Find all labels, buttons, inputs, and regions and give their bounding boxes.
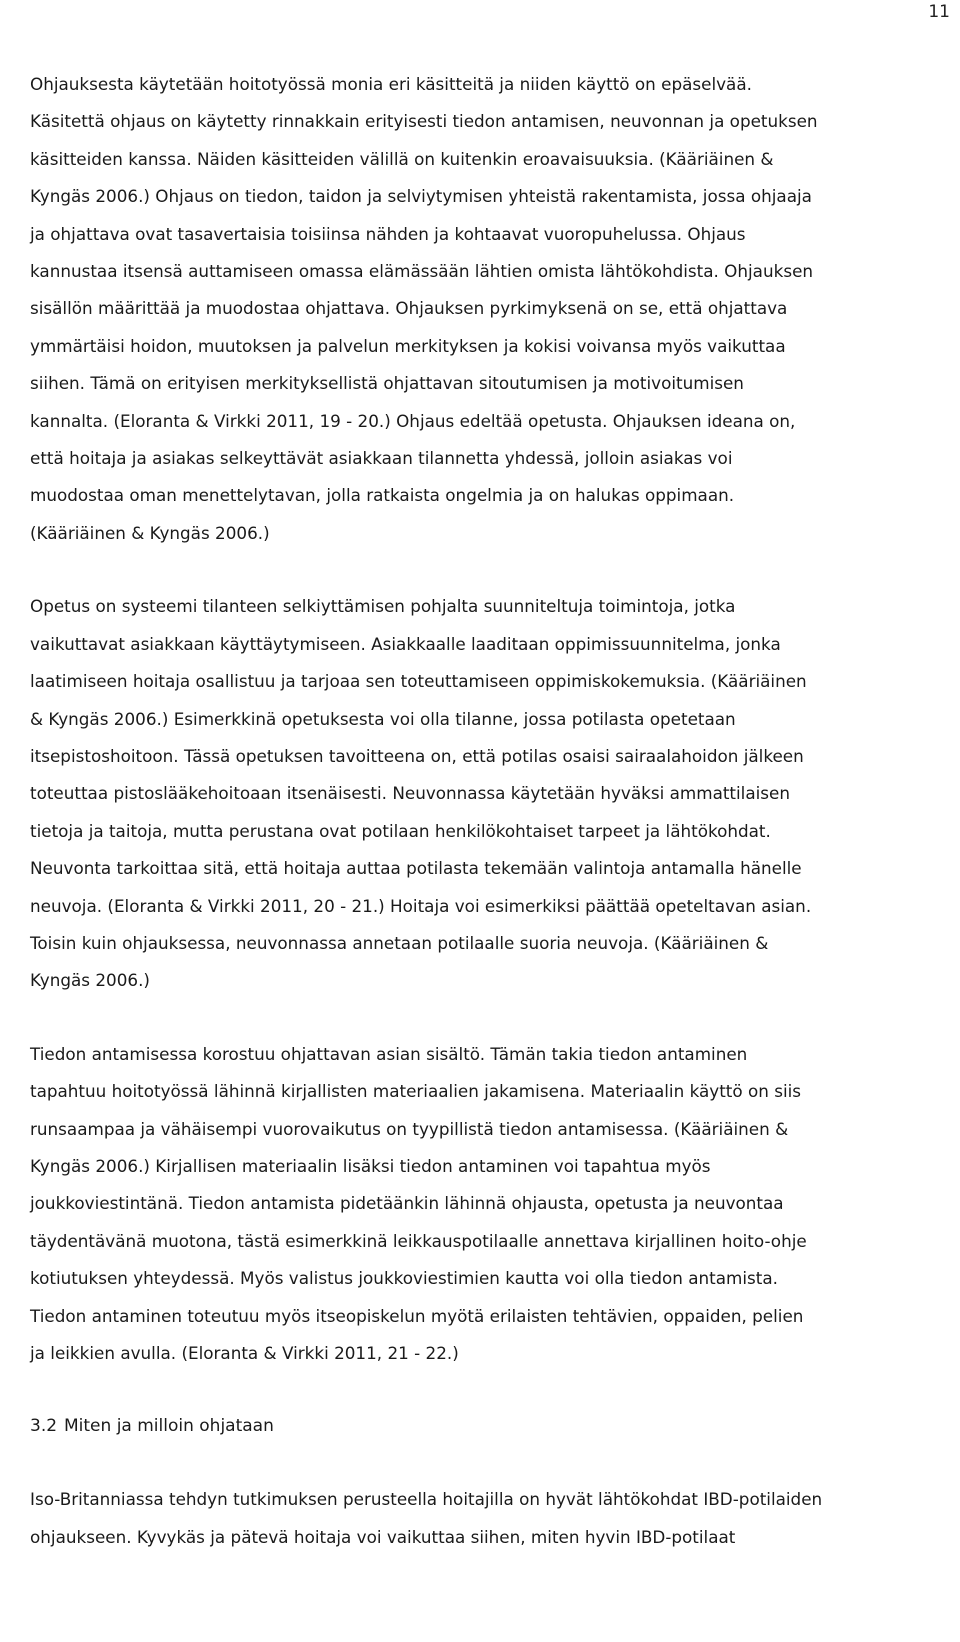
paragraph-gap bbox=[30, 552, 930, 588]
text-line: kotiutuksen yhteydessä. Myös valistus joukkoviestimien kautta voi olla tiedon antamista. bbox=[30, 1268, 778, 1289]
text-line: Toisin kuin ohjauksessa, neuvonnassa annetaan potilaalle suoria neuvoja. (Kääriäinen & bbox=[30, 932, 769, 953]
paragraph-gap bbox=[30, 1372, 930, 1408]
text-line: Kyngäs 2006.) Kirjallisen materiaalin lisäksi tiedon antaminen voi tapahtua myös bbox=[30, 1155, 711, 1176]
text-line: Ohjauksesta käytetään hoitotyössä monia eri käsitteitä ja niiden käyttö on epäselvää. bbox=[30, 74, 752, 94]
section-heading bbox=[30, 1408, 930, 1445]
text-line: Opetus on systeemi tilanteen selkiyttämisen pohjalta suunniteltuja toimintoja, jotka bbox=[30, 596, 736, 617]
text-line: itsepistoshoitoon. Tässä opetuksen tavoitteena on, että potilas osaisi sairaalahoidon jälkeen bbox=[30, 745, 804, 766]
text-line: joukkoviestintänä. Tiedon antamista pidetäänkin lähinnä ohjausta, opetusta ja neuvontaa bbox=[30, 1193, 784, 1214]
text-line: täydentävänä muotona, tästä esimerkkinä leikkauspotilaalle annettava kirjallinen hoito-ohje bbox=[30, 1230, 807, 1251]
text-line: laatimiseen hoitaja osallistuu ja tarjoaa sen toteuttamiseen oppimiskokemuksia. (Kääriäinen bbox=[30, 671, 807, 692]
text-line: tietoja ja taitoja, mutta perustana ovat potilaan henkilökohtaiset tarpeet ja lähtökohdat. bbox=[30, 820, 771, 841]
paragraph-gap bbox=[30, 1000, 930, 1036]
paragraph-opetus bbox=[30, 588, 930, 999]
text-line: Tiedon antamisessa korostuu ohjattavan asian sisältö. Tämän takia tiedon antaminen bbox=[30, 1043, 748, 1064]
text-line: että hoitaja ja asiakas selkeyttävät asiakkaan tilannetta yhdessä, jolloin asiakas voi bbox=[30, 448, 733, 469]
text-line: kannustaa itsensä auttamiseen omassa elämässään lähtien omista lähtökohdista. Ohjauksen bbox=[30, 261, 814, 282]
text-line: muodostaa oman menettelytavan, jolla ratkaista ongelmia ja on halukas oppimaan. bbox=[30, 485, 735, 506]
text-line: vaikuttavat asiakkaan käyttäytymiseen. Asiakkaalle laaditaan oppimissuunnitelma, jonka bbox=[30, 633, 781, 654]
text-line: ohjaukseen. Kyvykäs ja pätevä hoitaja voi vaikuttaa siihen, miten hyvin IBD-potilaat bbox=[30, 1526, 736, 1547]
paragraph-gap bbox=[30, 1445, 930, 1481]
text-line: & Kyngäs 2006.) Esimerkkinä opetuksesta voi olla tilanne, jossa potilasta opetetaan bbox=[30, 708, 736, 729]
page-number: 11 bbox=[928, 2, 950, 22]
text-line: ja ohjattava ovat tasavertaisia toisiinsa nähden ja kohtaavat vuoropuhelussa. Ohjaus bbox=[30, 223, 746, 244]
text-line: käsitteiden kanssa. Näiden käsitteiden välillä on kuitenkin eroavaisuuksia. (Kääriäinen & bbox=[30, 148, 774, 169]
text-line: neuvoja. (Eloranta & Virkki 2011, 20 - 21.) Hoitaja voi esimerkiksi päättää opeteltavan asian. bbox=[30, 895, 812, 916]
paragraph-ibd bbox=[30, 1481, 930, 1556]
text-line: ymmärtäisi hoidon, muutoksen ja palvelun merkityksen ja kokisi voivansa myös vaikuttaa bbox=[30, 335, 786, 356]
text-line: Neuvonta tarkoittaa sitä, että hoitaja auttaa potilasta tekemään valintoja antamalla hänelle bbox=[30, 858, 802, 879]
section-number: 3.2 bbox=[30, 1416, 58, 1437]
text-line: kannalta. (Eloranta & Virkki 2011, 19 - 20.) Ohjaus edeltää opetusta. Ohjauksen ideana on, bbox=[30, 410, 796, 431]
text-line: sisällön määrittää ja muodostaa ohjattava. Ohjauksen pyrkimyksenä on se, että ohjattava bbox=[30, 298, 788, 319]
text-line: Iso-Britanniassa tehdyn tutkimuksen perusteella hoitajilla on hyvät lähtökohdat IBD-potilaiden bbox=[30, 1489, 823, 1510]
text-line: toteuttaa pistoslääkehoitoaan itsenäisesti. Neuvonnassa käytetään hyväksi ammattilaisen bbox=[30, 783, 790, 804]
text-line: Tiedon antaminen toteutuu myös itseopiskelun myötä erilaisten tehtävien, oppaiden, pelien bbox=[30, 1305, 804, 1326]
paragraph-tiedon-antaminen bbox=[30, 1036, 930, 1373]
text-line: Kyngäs 2006.) bbox=[30, 970, 150, 991]
text-line: ja leikkien avulla. (Eloranta & Virkki 2011, 21 - 22.) bbox=[30, 1343, 459, 1363]
text-line: (Kääriäinen & Kyngäs 2006.) bbox=[30, 522, 270, 543]
paragraph-ohjaus bbox=[30, 66, 930, 552]
section-title: Miten ja milloin ohjataan bbox=[64, 1416, 274, 1437]
text-line: tapahtuu hoitotyössä lähinnä kirjallisten materiaalien jakamisena. Materiaalin käyttö on siis bbox=[30, 1081, 802, 1102]
text-line: siihen. Tämä on erityisen merkityksellistä ohjattavan sitoutumisen ja motivoitumisen bbox=[30, 373, 744, 394]
text-line: Kyngäs 2006.) Ohjaus on tiedon, taidon ja selviytymisen yhteistä rakentamista, jossa ohjaaja bbox=[30, 186, 812, 207]
page-content bbox=[30, 66, 930, 1556]
text-line: Käsitettä ohjaus on käytetty rinnakkain erityisesti tiedon antamisen, neuvonnan ja opetuksen bbox=[30, 111, 818, 132]
text-line: runsaampaa ja vähäisempi vuorovaikutus on tyypillistä tiedon antamisessa. (Kääriäinen & bbox=[30, 1118, 789, 1139]
